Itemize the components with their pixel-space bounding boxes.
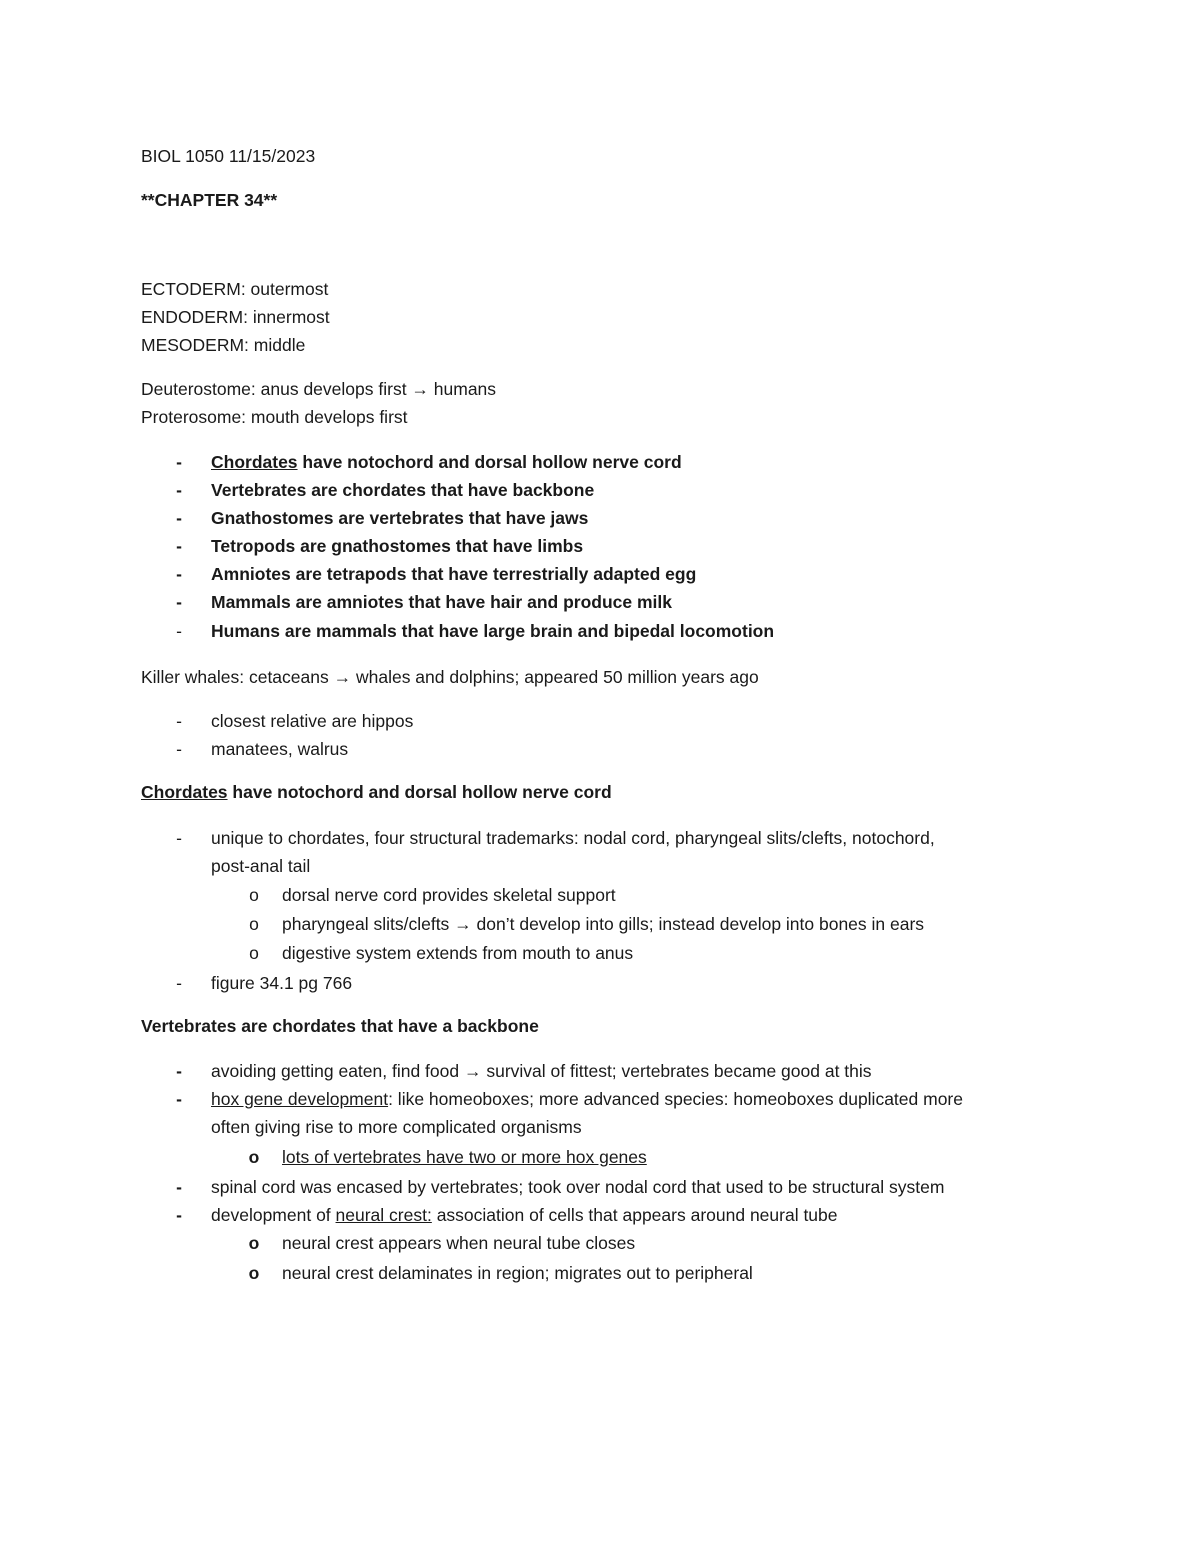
dash-bullet: - [176, 739, 182, 759]
hierarchy-item: Vertebrates are chordates that have backbone [211, 480, 595, 500]
chapter-heading: **CHAPTER 34** [141, 190, 278, 210]
circle-bullet: o [248, 1263, 260, 1283]
hierarchy-item: Amniotes are tetrapods that have terrestrially adapted egg [211, 564, 697, 584]
dash-bullet: - [176, 1177, 182, 1197]
hierarchy-item: Gnathostomes are vertebrates that have jaws [211, 508, 589, 528]
dash-bullet: - [176, 452, 182, 472]
dash-bullet: - [176, 711, 182, 731]
chordates-item-line1: unique to chordates, four structural trademarks: nodal cord, pharyngeal slits/clefts, notochord, [211, 828, 935, 848]
circle-bullet: o [248, 1147, 260, 1167]
dash-bullet: - [176, 1089, 182, 1109]
arrow-icon: → [333, 667, 352, 687]
chordates-subitem: digestive system extends from mouth to anus [282, 943, 634, 963]
vertebrates-item: hox gene development: like homeoboxes; more advanced species: homeoboxes duplicated more [211, 1089, 963, 1109]
dash-bullet: - [176, 828, 182, 848]
vertebrates-item: avoiding getting eaten, find food → survival of fittest; vertebrates became good at this [211, 1061, 872, 1081]
arrow-icon: → [463, 1061, 482, 1081]
dash-bullet: - [176, 592, 182, 612]
dash-bullet: - [176, 536, 182, 556]
circle-bullet: o [249, 943, 259, 963]
germ-layer-mesoderm: MESODERM: middle [141, 335, 306, 355]
dash-bullet: - [176, 1061, 182, 1081]
vertebrates-item-line2: often giving rise to more complicated organisms [211, 1117, 582, 1137]
whales-item: manatees, walrus [211, 739, 349, 759]
arrow-icon: → [454, 914, 472, 934]
dash-bullet: - [176, 621, 182, 641]
course-date-line: BIOL 1050 11/15/2023 [141, 146, 316, 166]
germ-layer-endoderm: ENDODERM: innermost [141, 307, 330, 327]
dash-bullet: - [176, 564, 182, 584]
hierarchy-item: Mammals are amniotes that have hair and produce milk [211, 592, 672, 612]
vertebrates-subitem: neural crest appears when neural tube closes [282, 1233, 636, 1253]
dash-bullet: - [176, 1205, 182, 1225]
proterosome-line: Proterosome: mouth develops first [141, 407, 408, 427]
vertebrates-item: development of neural crest: association of cells that appears around neural tube [211, 1205, 838, 1225]
chordates-item: figure 34.1 pg 766 [211, 973, 353, 993]
hierarchy-item: Tetropods are gnathostomes that have limbs [211, 536, 584, 556]
dash-bullet: - [176, 508, 182, 528]
vertebrates-heading: Vertebrates are chordates that have a backbone [141, 1016, 539, 1036]
chordates-subitem: pharyngeal slits/clefts → don’t develop into gills; instead develop into bones in ears [282, 914, 925, 934]
dash-bullet: - [176, 973, 182, 993]
hierarchy-item: Chordates have notochord and dorsal hollow nerve cord [211, 452, 682, 472]
vertebrates-subitem: lots of vertebrates have two or more hox genes [282, 1147, 647, 1167]
hierarchy-item: Humans are mammals that have large brain and bipedal locomotion [211, 621, 775, 641]
vertebrates-subitem: neural crest delaminates in region; migrates out to peripheral [282, 1263, 753, 1283]
killer-whales-line: Killer whales: cetaceans → whales and dolphins; appeared 50 million years ago [141, 667, 759, 687]
circle-bullet: o [249, 885, 259, 905]
whales-item: closest relative are hippos [211, 711, 414, 731]
vertebrates-item: spinal cord was encased by vertebrates; took over nodal cord that used to be structural system [211, 1177, 945, 1197]
germ-layer-ectoderm: ECTODERM: outermost [141, 279, 329, 299]
dash-bullet: - [176, 480, 182, 500]
chordates-subitem: dorsal nerve cord provides skeletal support [282, 885, 616, 905]
circle-bullet: o [248, 1233, 260, 1253]
arrow-icon: → [411, 379, 429, 399]
chordates-heading: Chordates have notochord and dorsal hollow nerve cord [141, 782, 612, 802]
deuterostome-line: Deuterostome: anus develops first → humans [141, 379, 497, 399]
chordates-item-line2: post-anal tail [211, 856, 311, 876]
circle-bullet: o [249, 914, 259, 934]
